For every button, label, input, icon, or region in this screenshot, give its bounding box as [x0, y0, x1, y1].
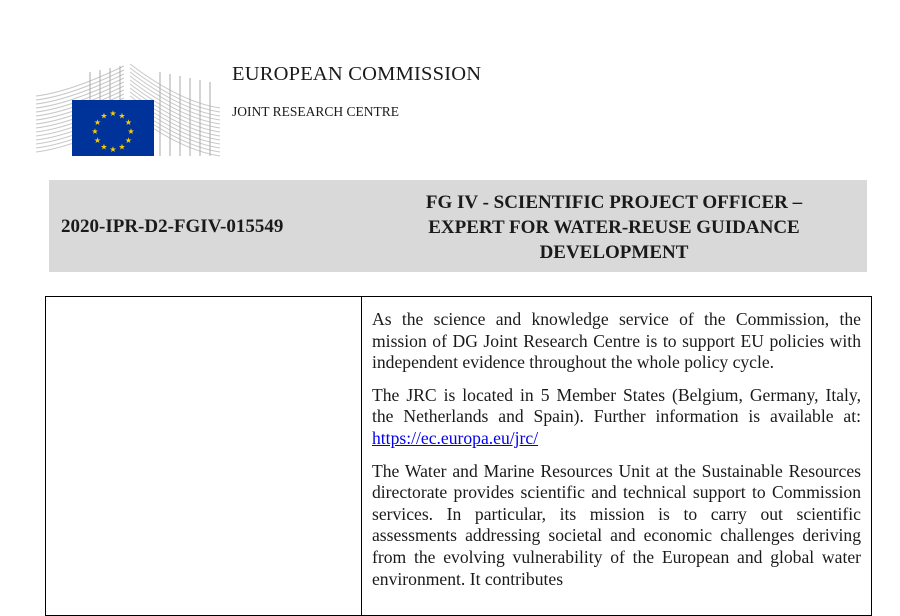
- job-title-line: DEVELOPMENT: [539, 242, 689, 263]
- directorate-name: JOINT RESEARCH CENTRE: [232, 104, 400, 119]
- svg-text:★: ★: [118, 111, 126, 121]
- eu-commission-logo: [30, 62, 226, 160]
- paragraph-locations: [372, 385, 861, 450]
- svg-text:★: ★: [100, 111, 108, 121]
- eu-commission-logo-icon: [30, 62, 226, 160]
- svg-text:★: ★: [100, 142, 108, 152]
- paragraph-locations-text: The JRC is located in 5 Member States (Belgium, Germany, Italy, the Netherlands and Spain). Further information is available at:: [372, 384, 861, 427]
- description-cell: [372, 309, 861, 601]
- svg-text:★: ★: [93, 118, 102, 127]
- job-title-line: EXPERT FOR WATER-REUSE GUIDANCE: [428, 217, 800, 238]
- reference-bar: [49, 180, 867, 272]
- reference-code: 2020-IPR-D2-FGIV-015549: [61, 216, 284, 237]
- svg-text:★: ★: [124, 136, 133, 145]
- organization-name: EUROPEAN COMMISSION: [232, 63, 482, 85]
- job-title: [379, 190, 849, 265]
- job-title-line: FG IV - SCIENTIFIC PROJECT OFFICER –: [425, 192, 803, 213]
- paragraph-mission: As the science and knowledge service of the Commission, the mission of DG Joint Research Centre is to support EU policies with independent evidence throughout the whole policy cycle.: [372, 309, 861, 373]
- svg-text:★: ★: [127, 127, 135, 136]
- paragraph-unit: The Water and Marine Resources Unit at the Sustainable Resources directorate provides scientific and technical support to Commission services. In particular, its mission is to carry out scientific assessments addressing societal and economic challenges deriving from the evolving vulnerability of the European and global water environment. It contributes: [372, 460, 861, 589]
- svg-text:★: ★: [124, 118, 133, 127]
- jrc-website-link[interactable]: https://ec.europa.eu/jrc/: [372, 427, 539, 448]
- column-divider: [361, 297, 362, 615]
- svg-text:★: ★: [91, 127, 99, 136]
- svg-text:★: ★: [118, 142, 126, 152]
- svg-text:★: ★: [109, 145, 117, 154]
- content-table: [45, 296, 872, 616]
- svg-text:★: ★: [109, 109, 117, 118]
- svg-text:★: ★: [93, 136, 102, 145]
